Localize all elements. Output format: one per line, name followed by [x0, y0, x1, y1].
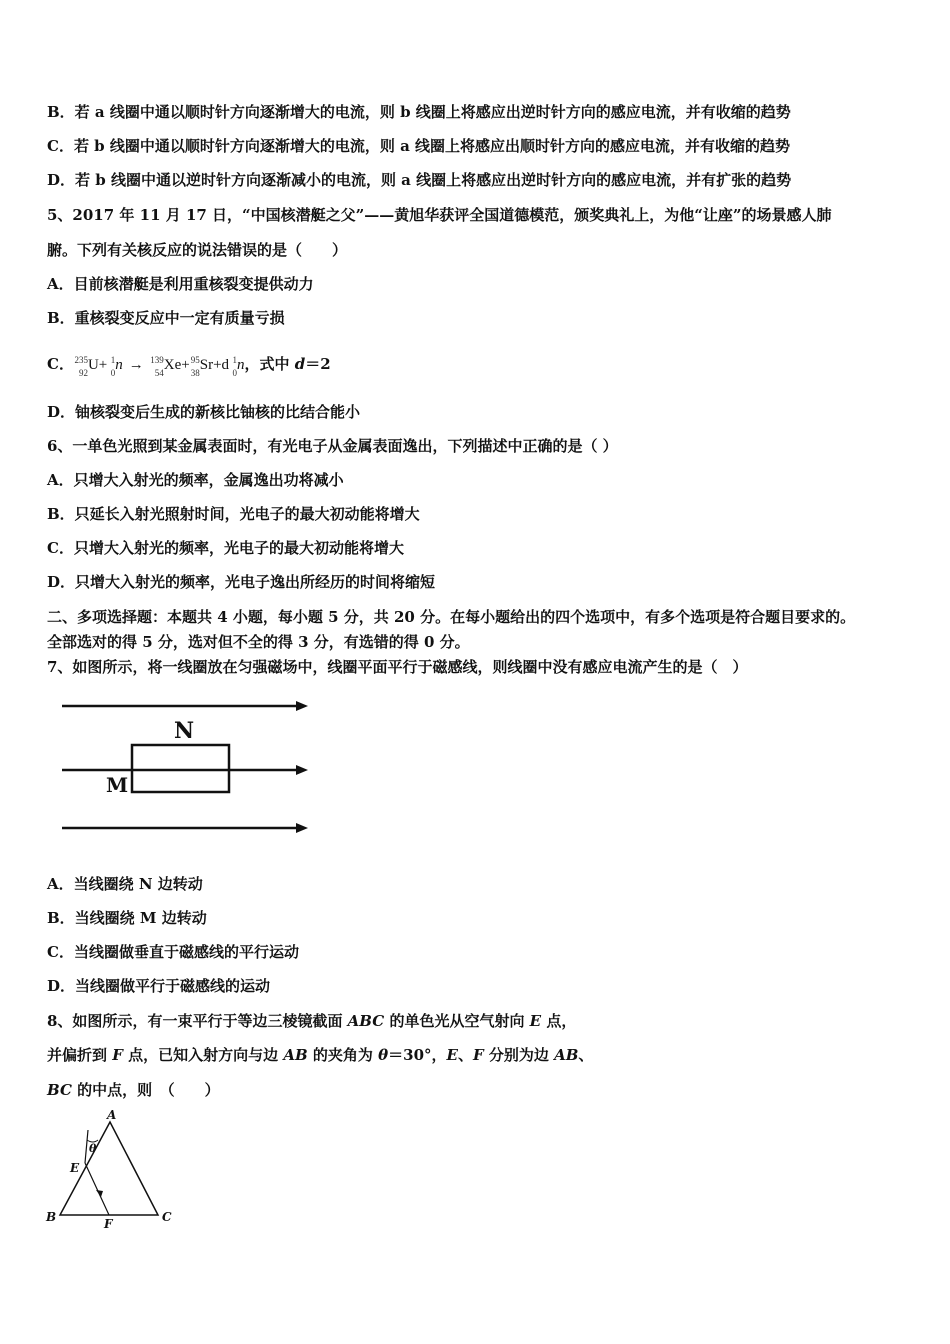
coil-rectangle — [132, 745, 229, 792]
label-n: N — [174, 718, 195, 744]
q8-stem-line2: 并偏折到 F 点，已知入射方向与边 AB 的夹角为 θ＝30°，E、F 分别为边 AB、 — [47, 1046, 594, 1064]
q7-figure — [50, 688, 370, 848]
point-f: F — [104, 1217, 113, 1231]
q5-option-b: B．重核裂变反应中一定有质量亏损 — [47, 309, 285, 327]
vertex-b: B — [46, 1210, 57, 1224]
arrow-head-top — [296, 701, 308, 711]
section2-line2: 全部选对的得 5 分，选对但不全的得 3 分，有选错的得 0 分。 — [47, 633, 470, 651]
angle-theta: θ — [89, 1142, 97, 1155]
q7-option-c: C．当线圈做垂直于磁感线的平行运动 — [47, 943, 299, 961]
q7-stem: 7、如图所示，将一线圈放在匀强磁场中，线圈平面平行于磁感线，则线圈中没有感应电流产生的是（ ） — [47, 658, 748, 676]
q5-stem-line1: 5、2017 年 11 月 17 日，“中国核潜艇之父”——黄旭华获评全国道德模范，颁奖典礼上，为他“让座”的场景感人肺 — [47, 206, 832, 224]
vertex-a: A — [107, 1108, 117, 1122]
q4-option-b: B．若 a 线圈中通以顺时针方向逐渐增大的电流，则 b 线圈上将感应出逆时针方向的感应电流，并有收缩的趋势 — [47, 103, 791, 121]
q8-stem-line1: 8、如图所示，有一束平行于等边三棱镜截面 ABC 的单色光从空气射向 E 点， — [47, 1012, 577, 1030]
q4-option-d: D．若 b 线圈中通以逆时针方向逐渐减小的电流，则 a 线圈上将感应出逆时针方向的感应电流，并有扩张的趋势 — [47, 171, 792, 189]
n-indices-2: 1 0 — [232, 354, 238, 378]
arrow-head-bottom — [296, 823, 308, 833]
u-nuclide-indices: 235 92 — [74, 354, 88, 378]
xe-nuclide-indices: 139 54 — [150, 354, 164, 378]
q5-option-d: D．铀核裂变后生成的新核比铀核的比结合能小 — [47, 403, 361, 421]
q6-option-a: A．只增大入射光的频率，金属逸出功将减小 — [47, 471, 344, 489]
q6-option-c: C．只增大入射光的频率，光电子的最大初动能将增大 — [47, 539, 404, 557]
q5-option-a: A．目前核潜艇是利用重核裂变提供动力 — [47, 275, 314, 293]
vertex-c: C — [162, 1210, 172, 1224]
refracted-ray — [85, 1163, 109, 1215]
sr-nuclide-indices: 95 38 — [190, 354, 200, 378]
fission-equation: 235 92 U+ 1 0 n → 139 54 Xe+ 95 38 Sr+d 1 0 n — [74, 354, 245, 378]
q8-stem-line3: BC 的中点，则 （ ） — [47, 1081, 220, 1099]
ray-direction-arrow — [96, 1190, 103, 1197]
q6-option-d: D．只增大入射光的频率，光电子逸出所经历的时间将缩短 — [47, 573, 436, 591]
q4-option-c: C．若 b 线圈中通以顺时针方向逐渐增大的电流，则 a 线圈上将感应出顺时针方向的感应电流，并有收缩的趋势 — [47, 137, 791, 155]
n-indices: 1 0 — [110, 354, 116, 378]
q5-option-c: C． 235 92 U+ 1 0 n → 139 54 Xe+ 95 38 Sr+d 1 0 n，式中 d＝2 — [47, 354, 331, 378]
point-e: E — [70, 1161, 80, 1175]
q7-option-a: A．当线圈绕 N 边转动 — [47, 875, 203, 893]
q8-prism-figure — [40, 1108, 180, 1233]
label-m: M — [106, 773, 129, 797]
q5-stem-line2: 腑。下列有关核反应的说法错误的是（ ） — [47, 241, 348, 259]
q6-option-b: B．只延长入射光照射时间，光电子的最大初动能将增大 — [47, 505, 420, 523]
q7-option-b: B．当线圈绕 M 边转动 — [47, 909, 207, 927]
q7-option-d: D．当线圈做平行于磁感线的运动 — [47, 977, 271, 995]
section2-line1: 二、多项选择题：本题共 4 小题，每小题 5 分，共 20 分。在每小题给出的四个选项中，有多个选项是符合题目要求的。 — [47, 608, 856, 626]
arrow-head-middle — [296, 765, 308, 775]
q5-option-c-label: C． — [47, 355, 74, 373]
q6-stem: 6、一单色光照到某金属表面时，有光电子从金属表面逸出，下列描述中正确的是（ ） — [47, 437, 618, 455]
incident-ray — [85, 1130, 88, 1163]
